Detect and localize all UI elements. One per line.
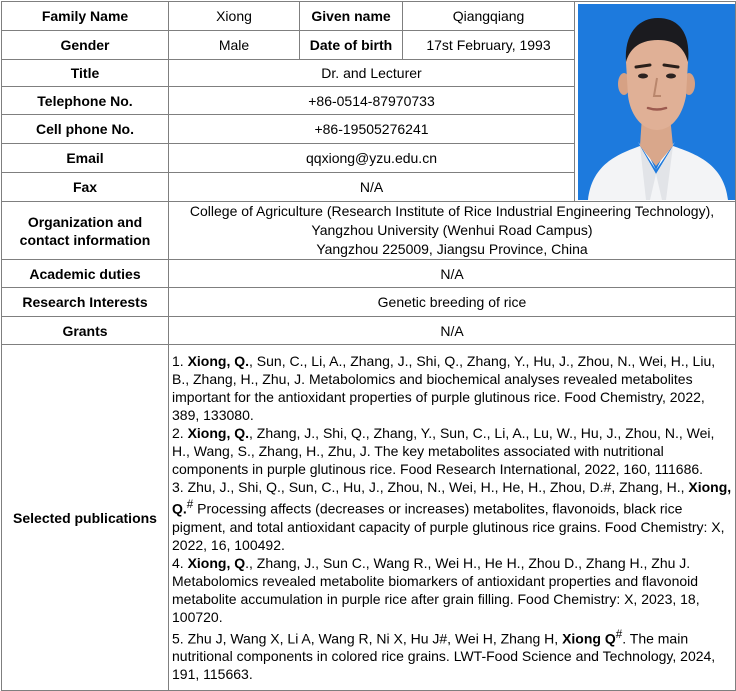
organization-label-line2: contact information	[19, 231, 151, 248]
organization-line1: College of Agriculture (Research Institute of Rice Industrial Engineering Technology),	[189, 203, 715, 219]
title-label: Title	[2, 60, 169, 87]
publication-author-highlight: Xiong, Q.	[187, 424, 250, 441]
row-publications	[2, 345, 736, 691]
organization-line3: Yangzhou 225009, Jiangsu Province, China	[316, 241, 588, 257]
row-academic-duties	[2, 260, 736, 288]
corresponding-mark: #	[186, 497, 194, 511]
publication-item: 5. Zhu J, Wang X, Li A, Wang R, Ni X, Hu J#, Wei H, Zhang H, Xiong Q#. The main nutritional components in colored rice grains. LWT-Food Science and Technology, 2024, 191, 115663.	[172, 627, 716, 683]
cell-phone-value: +86-19505276241	[169, 115, 575, 144]
row-grants	[2, 317, 736, 345]
cell-phone-label: Cell phone No.	[2, 115, 169, 144]
gender-label: Gender	[2, 31, 169, 60]
corresponding-mark: #	[615, 627, 623, 641]
telephone-value: +86-0514-87970733	[169, 87, 575, 115]
research-interests-label: Research Interests	[2, 288, 169, 317]
publication-author-highlight: Xiong Q	[562, 630, 616, 647]
fax-value: N/A	[169, 173, 575, 202]
publication-author-highlight: Xiong, Q.	[187, 352, 250, 369]
publication-item: 3. Zhu, J., Shi, Q., Sun, C., Hu, J., Zhou, N., Wei, H., He, H., Zhou, D.#, Zhang, H., Xiong, Q.# Processing affects (decreases or increases) metabolites, flavonoids, black rice pigment, and total antioxidant capacity of purple glutinous rice grains. Food Chemistry: X, 2022, 16, 100492.	[172, 478, 732, 553]
publications-label: Selected publications	[2, 345, 169, 691]
given-name-label: Given name	[300, 2, 403, 31]
telephone-label: Telephone No.	[2, 87, 169, 115]
grants-label: Grants	[2, 317, 169, 345]
publication-author-highlight: Xiong, Q	[187, 554, 246, 571]
organization-value	[169, 202, 736, 260]
date-of-birth-label: Date of birth	[300, 31, 403, 60]
row-organization	[2, 202, 736, 260]
publication-item: 4. Xiong, Q., Zhang, J., Sun C., Wang R., Wei H., He H., Zhou D., Zhang H., Zhu J. Metabolomics revealed metabolite biomarkers of antioxidant properties and flavonoid metabolite accumulation in purple rice after grain filling. Food Chemistry: X, 2023, 18, 100720.	[172, 554, 700, 625]
research-interests-value: Genetic breeding of rice	[169, 288, 736, 317]
academic-duties-label: Academic duties	[2, 260, 169, 288]
cv-table	[1, 1, 736, 691]
publication-author-highlight: Xiong, Q.	[172, 478, 732, 517]
publication-item: 2. Xiong, Q., Zhang, J., Shi, Q., Zhang, Y., Sun, C., Li, A., Lu, W., Hu, J., Zhou, N., Wei, H., Wang, S., Zhang, H., Zhu, J. The key metabolites associated with nutritional components in purple glutinous rice. Food Research International, 2022, 160, 111686.	[172, 424, 715, 477]
organization-line2: Yangzhou University (Wenhui Road Campus)	[311, 222, 593, 238]
given-name-value: Qiangqiang	[403, 2, 575, 31]
publication-item: 1. Xiong, Q., Sun, C., Li, A., Zhang, J., Shi, Q., Zhang, Y., Hu, J., Zhou, N., Wei, H., Liu, B., Zhang, H., Zhu, J. Metabolomics and biochemical analyses revealed metabolites important for the antioxidant properties of purple glutinous rice. Food Chemistry, 2022, 389, 133080.	[172, 352, 716, 423]
portrait-photo	[578, 4, 735, 200]
family-name-label: Family Name	[2, 2, 169, 31]
date-of-birth-value: 17st February, 1993	[403, 31, 575, 60]
gender-value: Male	[169, 31, 300, 60]
title-value: Dr. and Lecturer	[169, 60, 575, 87]
academic-duties-value: N/A	[169, 260, 736, 288]
email-label: Email	[2, 144, 169, 173]
photo-cell	[575, 2, 736, 202]
organization-label	[2, 202, 169, 260]
row-name	[2, 2, 736, 31]
row-research-interests	[2, 288, 736, 317]
fax-label: Fax	[2, 173, 169, 202]
grants-value: N/A	[169, 317, 736, 345]
family-name-value: Xiong	[169, 2, 300, 31]
publications-list	[169, 345, 736, 691]
organization-label-line1: Organization and	[27, 213, 143, 230]
email-value[interactable]: qqxiong@yzu.edu.cn	[169, 144, 575, 173]
